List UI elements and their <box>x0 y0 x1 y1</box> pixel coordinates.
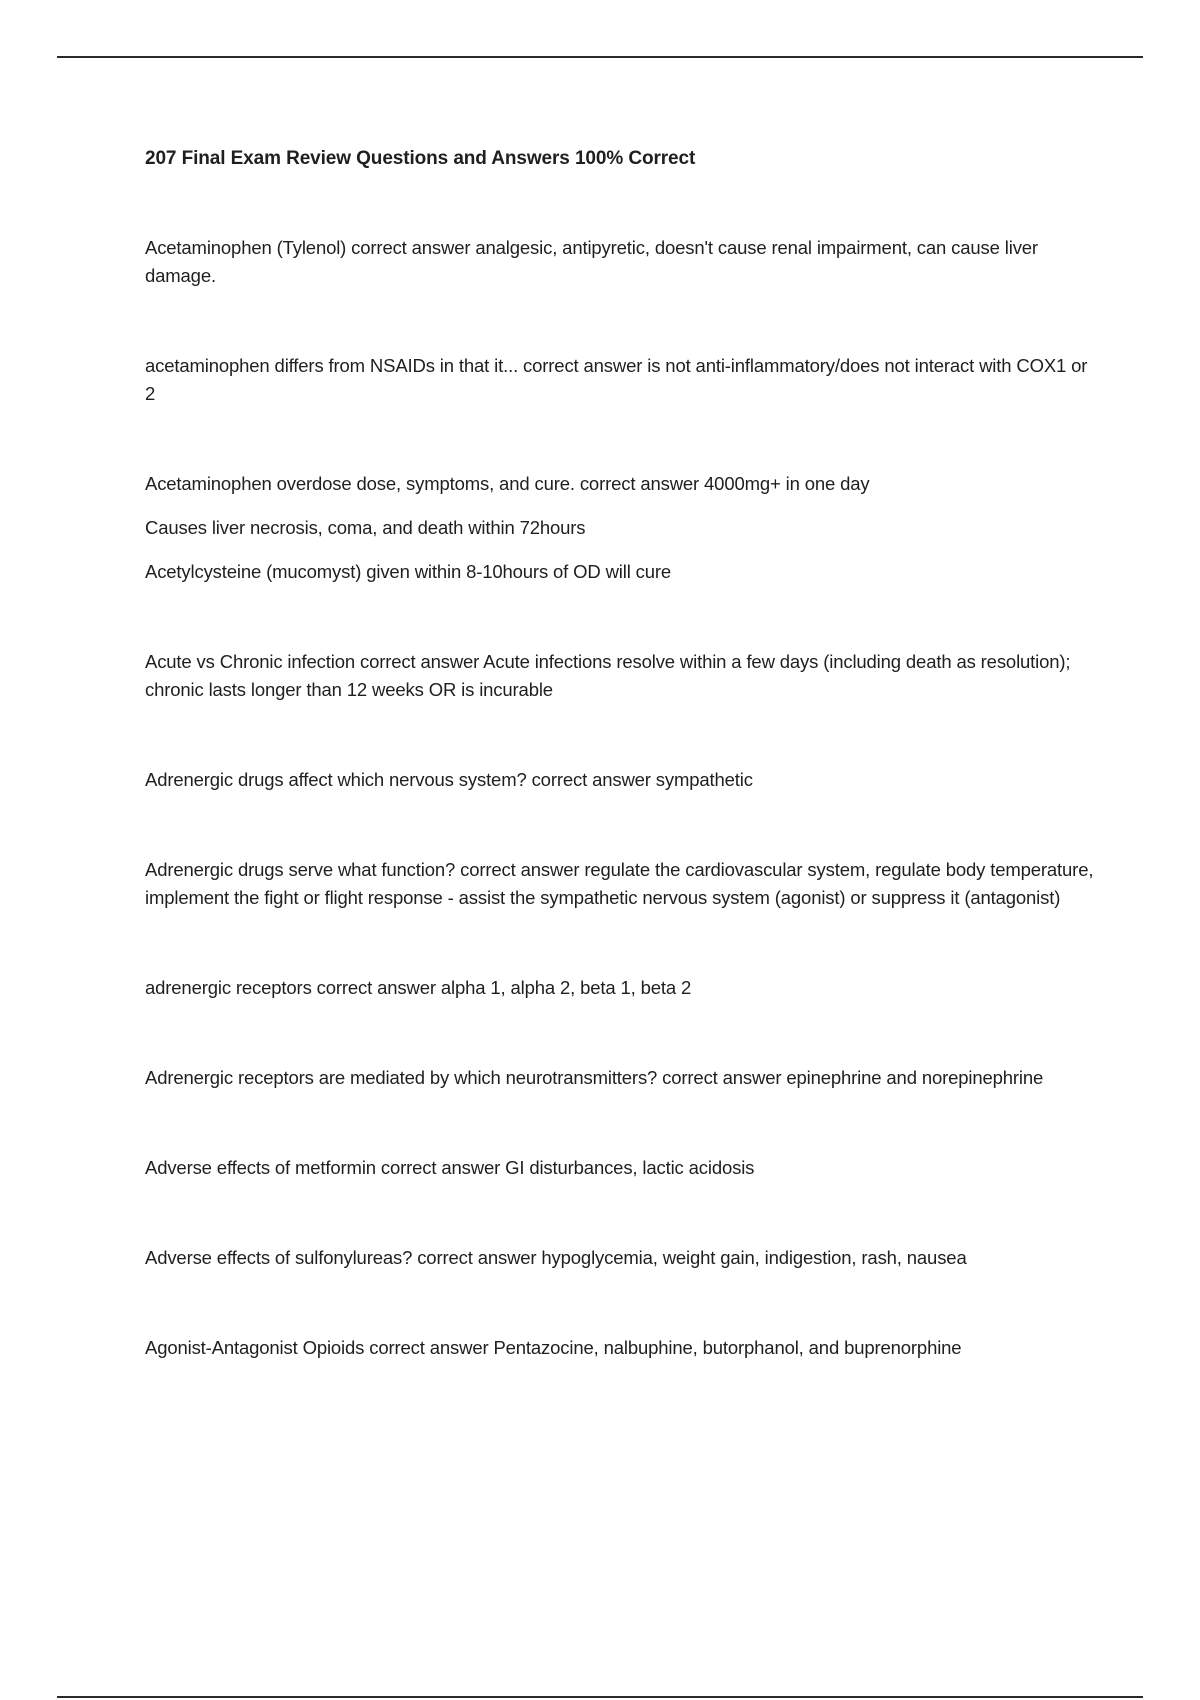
qa-text: Acute vs Chronic infection correct answer Acute infections resolve within a few days (including death as resolution); chronic lasts longer than 12 weeks OR is incurable <box>145 651 1071 700</box>
qa-entry <box>145 648 1095 704</box>
qa-text: Acetaminophen (Tylenol) correct answer analgesic, antipyretic, doesn't cause renal impairment, can cause liver damage. <box>145 237 1038 286</box>
qa-entry <box>145 1244 1095 1272</box>
qa-entry <box>145 856 1095 912</box>
qa-text: Adverse effects of metformin correct answer GI disturbances, lactic acidosis <box>145 1157 755 1178</box>
qa-entry <box>145 1064 1095 1092</box>
qa-text: Adverse effects of sulfonylureas? correct answer hypoglycemia, weight gain, indigestion, rash, nausea <box>145 1247 967 1268</box>
qa-text: Adrenergic receptors are mediated by which neurotransmitters? correct answer epinephrine and norepinephrine <box>145 1067 1044 1088</box>
qa-entry <box>145 1334 1095 1362</box>
qa-text: Adrenergic drugs affect which nervous system? correct answer sympathetic <box>145 769 753 790</box>
bottom-divider <box>57 1696 1143 1698</box>
document-title: 207 Final Exam Review Questions and Answers 100% Correct <box>145 148 696 169</box>
qa-text: Agonist-Antagonist Opioids correct answer Pentazocine, nalbuphine, butorphanol, and buprenorphine <box>145 1337 962 1358</box>
qa-entry <box>145 234 1095 290</box>
qa-entry <box>145 352 1095 408</box>
qa-text: Causes liver necrosis, coma, and death within 72hours <box>145 517 586 538</box>
qa-text: Acetaminophen overdose dose, symptoms, and cure. correct answer 4000mg+ in one day <box>145 473 870 494</box>
qa-entry <box>145 974 1095 1002</box>
qa-text: acetaminophen differs from NSAIDs in that it... correct answer is not anti-inflammatory/does not interact with COX1 or 2 <box>145 355 1088 404</box>
qa-entry <box>145 1154 1095 1182</box>
qa-entry <box>145 470 1095 586</box>
qa-text: adrenergic receptors correct answer alpha 1, alpha 2, beta 1, beta 2 <box>145 977 692 998</box>
qa-text: Acetylcysteine (mucomyst) given within 8-10hours of OD will cure <box>145 561 672 582</box>
top-divider <box>57 56 1143 58</box>
qa-entry <box>145 766 1095 794</box>
document-body <box>145 144 1095 1424</box>
qa-text: Adrenergic drugs serve what function? correct answer regulate the cardiovascular system, regulate body temperature, implement the fight or flight response - assist the sympathetic nervous system (agonist) or suppress it (antagonist) <box>145 859 1094 908</box>
